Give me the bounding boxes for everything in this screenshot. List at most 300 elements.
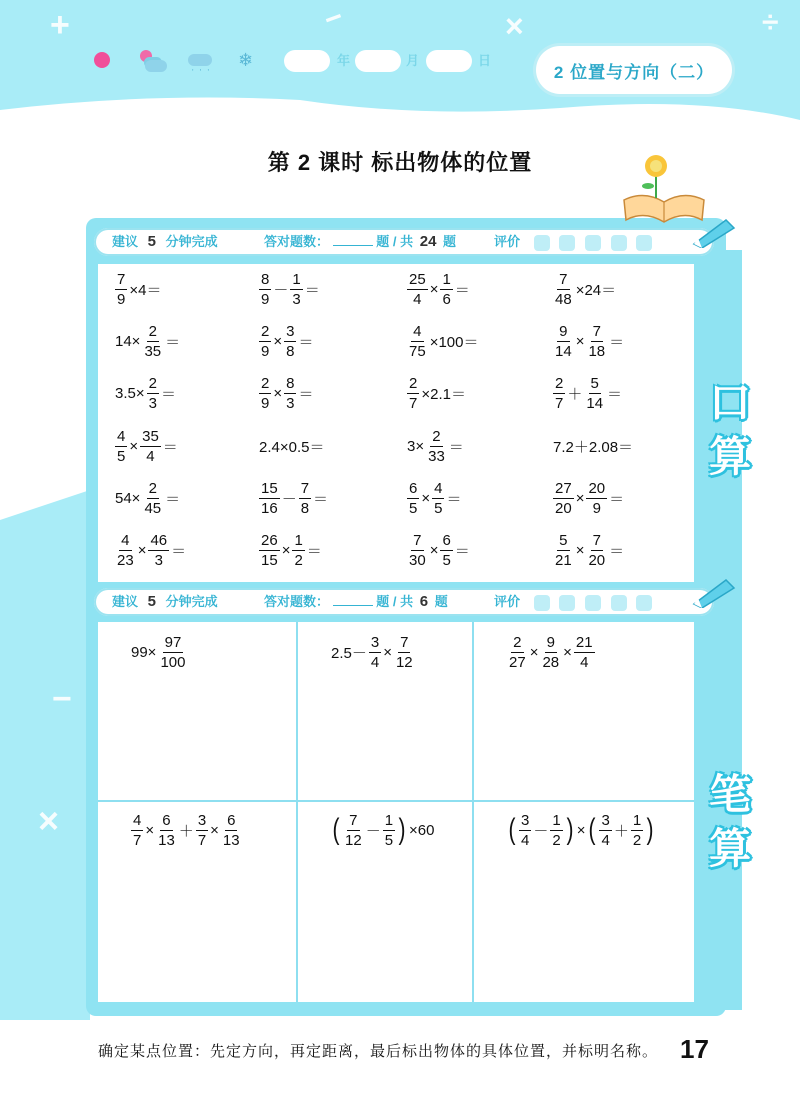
numerator: 1	[384, 811, 394, 829]
footer-tip: 确定某点位置：先定方向，再定距离，最后标出物体的具体位置，并标明名称。	[98, 1042, 659, 1060]
fraction	[196, 813, 208, 848]
suggest-prefix: 建议	[112, 234, 139, 249]
equals-sign: ＝	[171, 542, 187, 560]
numerator: 5	[590, 374, 599, 392]
grid-divider	[296, 622, 298, 1002]
numerator: 7	[349, 811, 358, 829]
day-label: 日	[478, 53, 492, 68]
equals-sign: ＝	[313, 490, 329, 508]
oral-problem	[406, 426, 465, 466]
numerator: 9	[559, 322, 568, 340]
denominator: 18	[588, 342, 606, 360]
fraction	[586, 481, 607, 516]
operator: ×	[575, 541, 585, 559]
numerator: 1	[552, 811, 561, 829]
pencil-icon	[690, 574, 740, 608]
fraction	[550, 813, 562, 848]
suggest-suffix: 分钟完成	[165, 594, 218, 609]
denominator: 23	[117, 551, 134, 569]
numerator: 2	[261, 374, 270, 392]
denominator: 14	[586, 394, 604, 412]
equals-sign: ＝	[454, 542, 470, 560]
chapter-title: 2 位置与方向（二）	[536, 46, 732, 94]
equals-sign: ＝	[162, 438, 178, 456]
numerator: 21	[575, 633, 593, 651]
thumb-icon[interactable]	[534, 235, 550, 251]
score-label: 答对题数：	[264, 234, 330, 249]
side-label-oral-2: 算	[708, 432, 751, 481]
numerator: 35	[142, 427, 159, 445]
numerator: 6	[442, 531, 451, 549]
denominator: 5	[117, 447, 126, 465]
denominator: 12	[395, 653, 413, 671]
side-label-written-2: 算	[708, 824, 751, 873]
equals-sign: ＝	[609, 333, 625, 351]
times-decoration: ×	[38, 800, 60, 841]
operator: ×	[576, 821, 586, 839]
equals-sign: ＝	[607, 385, 623, 403]
numerator: 3	[521, 811, 530, 829]
numerator: 6	[409, 479, 418, 497]
denominator: 13	[222, 831, 240, 849]
fraction	[115, 429, 127, 464]
denominator: 100	[160, 653, 186, 671]
month-label: 月	[406, 53, 420, 68]
operator: ×	[563, 643, 572, 661]
expression-text: ×60	[409, 821, 435, 839]
operator: －	[273, 281, 289, 299]
rain-icon[interactable]: ' ' '	[188, 54, 212, 76]
fraction	[407, 533, 428, 568]
denominator: 27	[509, 653, 526, 671]
thumb-icon[interactable]	[611, 235, 627, 251]
denominator: 4	[413, 290, 422, 308]
fraction	[426, 429, 447, 464]
denominator: 8	[286, 342, 295, 360]
side-label-oral-1: 口	[708, 378, 751, 427]
expression-text: ×2.1＝	[421, 385, 466, 403]
equals-sign: ＝	[448, 438, 464, 456]
fraction	[369, 635, 381, 670]
numerator: 20	[588, 479, 606, 497]
parenthesis: )	[646, 813, 654, 846]
operator: ×	[145, 821, 155, 839]
numerator: 1	[632, 811, 642, 829]
operator: －	[365, 822, 381, 840]
equals-sign: ＝	[298, 385, 314, 403]
denominator: 3	[286, 394, 295, 412]
denominator: 3	[292, 290, 301, 308]
operator: ×	[281, 541, 291, 559]
fraction	[407, 481, 419, 516]
numerator: 2	[261, 322, 270, 340]
fraction	[115, 533, 136, 568]
section1-info-bar	[94, 228, 714, 256]
suggest-prefix: 建议	[112, 594, 139, 609]
fraction	[115, 272, 127, 307]
denominator: 6	[442, 290, 451, 308]
fraction	[440, 533, 452, 568]
parenthesis: (	[508, 813, 516, 846]
denominator: 3	[154, 551, 163, 569]
equals-sign: ＝	[298, 333, 314, 351]
denominator: 45	[144, 499, 162, 517]
denominator: 7	[555, 394, 564, 412]
thumb-icon[interactable]	[636, 595, 652, 611]
numerator: 3	[197, 811, 207, 829]
divide-decoration: ÷	[762, 6, 779, 39]
score-mid: 题 / 共	[376, 234, 414, 249]
thumb-icon[interactable]	[611, 595, 627, 611]
operator: －	[533, 822, 549, 840]
oral-problem	[552, 530, 625, 570]
numerator: 25	[409, 270, 426, 288]
denominator: 9	[261, 394, 270, 412]
numerator: 26	[261, 531, 278, 549]
equals-sign: ＝	[446, 490, 462, 508]
denominator: 4	[580, 653, 589, 671]
operator: ×	[137, 541, 147, 559]
fraction	[407, 376, 419, 411]
fraction	[140, 429, 161, 464]
thumb-icon[interactable]	[585, 595, 601, 611]
grid-divider	[98, 800, 694, 802]
numerator: 5	[559, 531, 568, 549]
fraction	[553, 324, 574, 359]
fraction	[292, 533, 304, 568]
fraction	[284, 376, 296, 411]
numerator: 1	[292, 270, 301, 288]
fraction	[407, 324, 428, 359]
oral-problem	[258, 530, 323, 570]
fraction	[586, 533, 607, 568]
score-total: 6	[419, 593, 429, 610]
suggest-suffix: 分钟完成	[165, 234, 218, 249]
thumb-icon[interactable]	[534, 595, 550, 611]
denominator: 16	[261, 499, 278, 517]
score-label: 答对题数：	[264, 594, 330, 609]
operator: ＋	[613, 822, 629, 840]
fraction	[432, 481, 444, 516]
fraction	[553, 481, 574, 516]
numerator: 8	[286, 374, 295, 392]
snow-icon[interactable]: ❄	[238, 50, 254, 70]
fraction	[158, 635, 187, 670]
fraction	[394, 635, 415, 670]
expression-prefix: 3.5×	[115, 384, 145, 402]
expression-prefix: 2.5－	[331, 644, 367, 662]
score-input[interactable]	[333, 591, 373, 606]
fraction	[407, 272, 428, 307]
numerator: 8	[261, 270, 270, 288]
operator: ＋	[178, 822, 194, 840]
numerator: 3	[601, 811, 610, 829]
numerator: 7	[413, 531, 422, 549]
oral-problem	[406, 269, 471, 309]
numerator: 27	[555, 479, 572, 497]
month-field[interactable]	[355, 50, 401, 72]
oral-problem	[114, 269, 162, 309]
oral-problem	[114, 321, 181, 361]
operator: ×	[273, 332, 283, 350]
numerator: 1	[442, 270, 451, 288]
fraction	[221, 813, 242, 848]
denominator: 7	[409, 394, 418, 412]
numerator: 4	[121, 531, 130, 549]
fraction	[142, 481, 163, 516]
oral-problem	[114, 426, 179, 466]
fraction	[148, 533, 169, 568]
fraction	[259, 376, 271, 411]
oral-problem	[258, 426, 325, 466]
operator: ×	[575, 489, 585, 507]
thumb-icon[interactable]	[559, 595, 575, 611]
oral-problem	[552, 426, 634, 466]
denominator: 9	[592, 499, 601, 517]
numerator: 7	[592, 531, 601, 549]
fraction	[259, 272, 271, 307]
score-total: 24	[419, 233, 437, 250]
oral-problem	[552, 321, 625, 361]
oral-problem	[258, 373, 314, 413]
numerator: 7	[300, 479, 310, 497]
numerator: 7	[592, 322, 601, 340]
oral-problem	[406, 478, 462, 518]
numerator: 6	[227, 811, 236, 829]
denominator: 30	[409, 551, 426, 569]
operator: ×	[429, 541, 439, 559]
equals-sign: ＝	[306, 542, 322, 560]
denominator: 2	[294, 551, 303, 569]
thumb-icon[interactable]	[585, 235, 601, 251]
suggest-minutes: 5	[147, 233, 156, 250]
operator: ×	[383, 643, 392, 661]
page-number: 17	[680, 1034, 709, 1064]
operator: －	[281, 490, 297, 508]
fraction	[259, 481, 280, 516]
oral-problem	[406, 530, 471, 570]
denominator: 8	[300, 499, 310, 517]
fraction	[259, 324, 271, 359]
expression-text: 7.2＋2.08＝	[553, 438, 634, 456]
operator: ＋	[567, 385, 583, 403]
operator: ×	[575, 332, 585, 350]
written-problem	[506, 632, 596, 672]
expression-text: ×100＝	[429, 333, 479, 351]
fraction	[259, 533, 280, 568]
denominator: 33	[428, 447, 445, 465]
denominator: 9	[117, 290, 126, 308]
fraction	[156, 813, 177, 848]
numerator: 7	[400, 633, 409, 651]
denominator: 28	[542, 653, 560, 671]
thumb-icon[interactable]	[559, 235, 575, 251]
oral-problem	[552, 269, 617, 309]
numerator: 7	[117, 270, 126, 288]
fraction	[299, 481, 311, 516]
numerator: 3	[286, 322, 295, 340]
score-suffix: 题	[443, 234, 457, 249]
numerator: 1	[294, 531, 303, 549]
numerator: 97	[164, 633, 182, 651]
denominator: 4	[370, 653, 380, 671]
numerator: 9	[546, 633, 555, 651]
side-label-written-1: 笔	[708, 770, 751, 819]
times-decoration: ×	[505, 8, 524, 44]
equals-sign: ＝	[160, 385, 176, 403]
year-field[interactable]	[284, 50, 330, 72]
fraction	[131, 813, 143, 848]
cloud-icon[interactable]	[145, 60, 167, 72]
day-field[interactable]	[426, 50, 472, 72]
operator: ×	[529, 643, 539, 661]
operator: ×	[210, 821, 219, 839]
denominator: 5	[434, 499, 443, 517]
fraction	[440, 272, 452, 307]
numerator: 4	[133, 811, 142, 829]
suggest-minutes: 5	[147, 593, 156, 610]
written-problem	[330, 810, 436, 850]
score-input[interactable]	[333, 231, 373, 246]
parenthesis: )	[398, 813, 406, 846]
denominator: 12	[345, 831, 362, 849]
written-problem	[506, 810, 656, 850]
expression-prefix: 14×	[115, 332, 141, 350]
operator: ×	[273, 384, 283, 402]
plus-decoration: +	[50, 6, 70, 44]
fraction	[343, 813, 364, 848]
denominator: 2	[552, 831, 561, 849]
denominator: 7	[133, 831, 142, 849]
fraction	[586, 324, 607, 359]
denominator: 14	[555, 342, 572, 360]
numerator: 2	[148, 374, 157, 392]
numerator: 3	[370, 633, 380, 651]
oral-problem	[114, 530, 187, 570]
numerator: 2	[148, 322, 157, 340]
operator: ×	[429, 280, 439, 298]
numerator: 2	[148, 479, 157, 497]
minus-decoration: −	[319, 0, 348, 38]
equals-sign: ＝	[304, 281, 320, 299]
oral-problem	[258, 321, 314, 361]
numerator: 4	[434, 479, 443, 497]
numerator: 2	[409, 374, 418, 392]
fraction	[631, 813, 643, 848]
written-problem	[130, 632, 188, 672]
oral-problem	[114, 478, 181, 518]
expression-prefix: 3×	[407, 437, 425, 455]
denominator: 4	[601, 831, 610, 849]
oral-problem	[258, 269, 321, 309]
denominator: 5	[442, 551, 451, 569]
eval-label: 评价	[494, 234, 521, 249]
fraction	[142, 324, 163, 359]
oral-problem	[406, 373, 467, 413]
oral-problem	[552, 478, 625, 518]
numerator: 6	[162, 811, 171, 829]
pencil-icon	[690, 214, 740, 248]
denominator: 5	[384, 831, 394, 849]
fraction	[584, 376, 605, 411]
denominator: 48	[555, 290, 572, 308]
denominator: 2	[632, 831, 642, 849]
section2-info-bar	[94, 588, 714, 616]
lesson-title: 第 2 课时 标出物体的位置	[267, 150, 533, 175]
denominator: 3	[148, 394, 157, 412]
written-problem	[130, 810, 243, 850]
grid-divider	[472, 622, 474, 1002]
expression-text: ×4＝	[129, 281, 162, 299]
thumb-icon[interactable]	[636, 235, 652, 251]
denominator: 5	[409, 499, 418, 517]
equals-sign: ＝	[165, 333, 181, 351]
expression-text: ×24＝	[575, 281, 617, 299]
equals-sign: ＝	[609, 490, 625, 508]
equals-sign: ＝	[454, 281, 470, 299]
operator: ×	[421, 489, 431, 507]
minus-decoration: −	[52, 680, 72, 718]
denominator: 4	[521, 831, 530, 849]
fraction	[290, 272, 302, 307]
operator: ×	[129, 437, 139, 455]
written-problem	[330, 632, 416, 672]
denominator: 21	[555, 551, 572, 569]
denominator: 13	[158, 831, 175, 849]
expression-prefix: 54×	[115, 489, 141, 507]
fraction	[507, 635, 528, 670]
denominator: 20	[588, 551, 606, 569]
equals-sign: ＝	[165, 490, 181, 508]
oral-problem	[114, 373, 177, 413]
fraction	[540, 635, 561, 670]
parenthesis: (	[332, 813, 340, 846]
fraction	[553, 533, 574, 568]
year-label: 年	[337, 53, 351, 68]
eval-label: 评价	[494, 594, 521, 609]
fraction	[519, 813, 531, 848]
denominator: 20	[555, 499, 572, 517]
oral-problem	[258, 478, 329, 518]
denominator: 9	[261, 342, 270, 360]
fraction	[284, 324, 296, 359]
numerator: 2	[432, 427, 441, 445]
sun-icon[interactable]	[94, 52, 110, 68]
denominator: 75	[409, 342, 426, 360]
numerator: 2	[513, 633, 522, 651]
fraction	[599, 813, 611, 848]
fraction	[147, 376, 159, 411]
denominator: 4	[146, 447, 155, 465]
oral-problem	[552, 373, 623, 413]
numerator: 2	[555, 374, 564, 392]
numerator: 7	[559, 270, 568, 288]
denominator: 35	[144, 342, 162, 360]
fraction	[553, 272, 574, 307]
denominator: 15	[261, 551, 278, 569]
numerator: 4	[117, 427, 126, 445]
parenthesis: )	[566, 813, 574, 846]
denominator: 7	[197, 831, 207, 849]
expression-prefix: 99×	[131, 643, 157, 661]
numerator: 15	[261, 479, 278, 497]
fraction	[574, 635, 595, 670]
expression-text: 2.4×0.5＝	[259, 438, 325, 456]
denominator: 9	[261, 290, 270, 308]
oral-problem	[406, 321, 479, 361]
numerator: 4	[413, 322, 422, 340]
fraction	[553, 376, 565, 411]
